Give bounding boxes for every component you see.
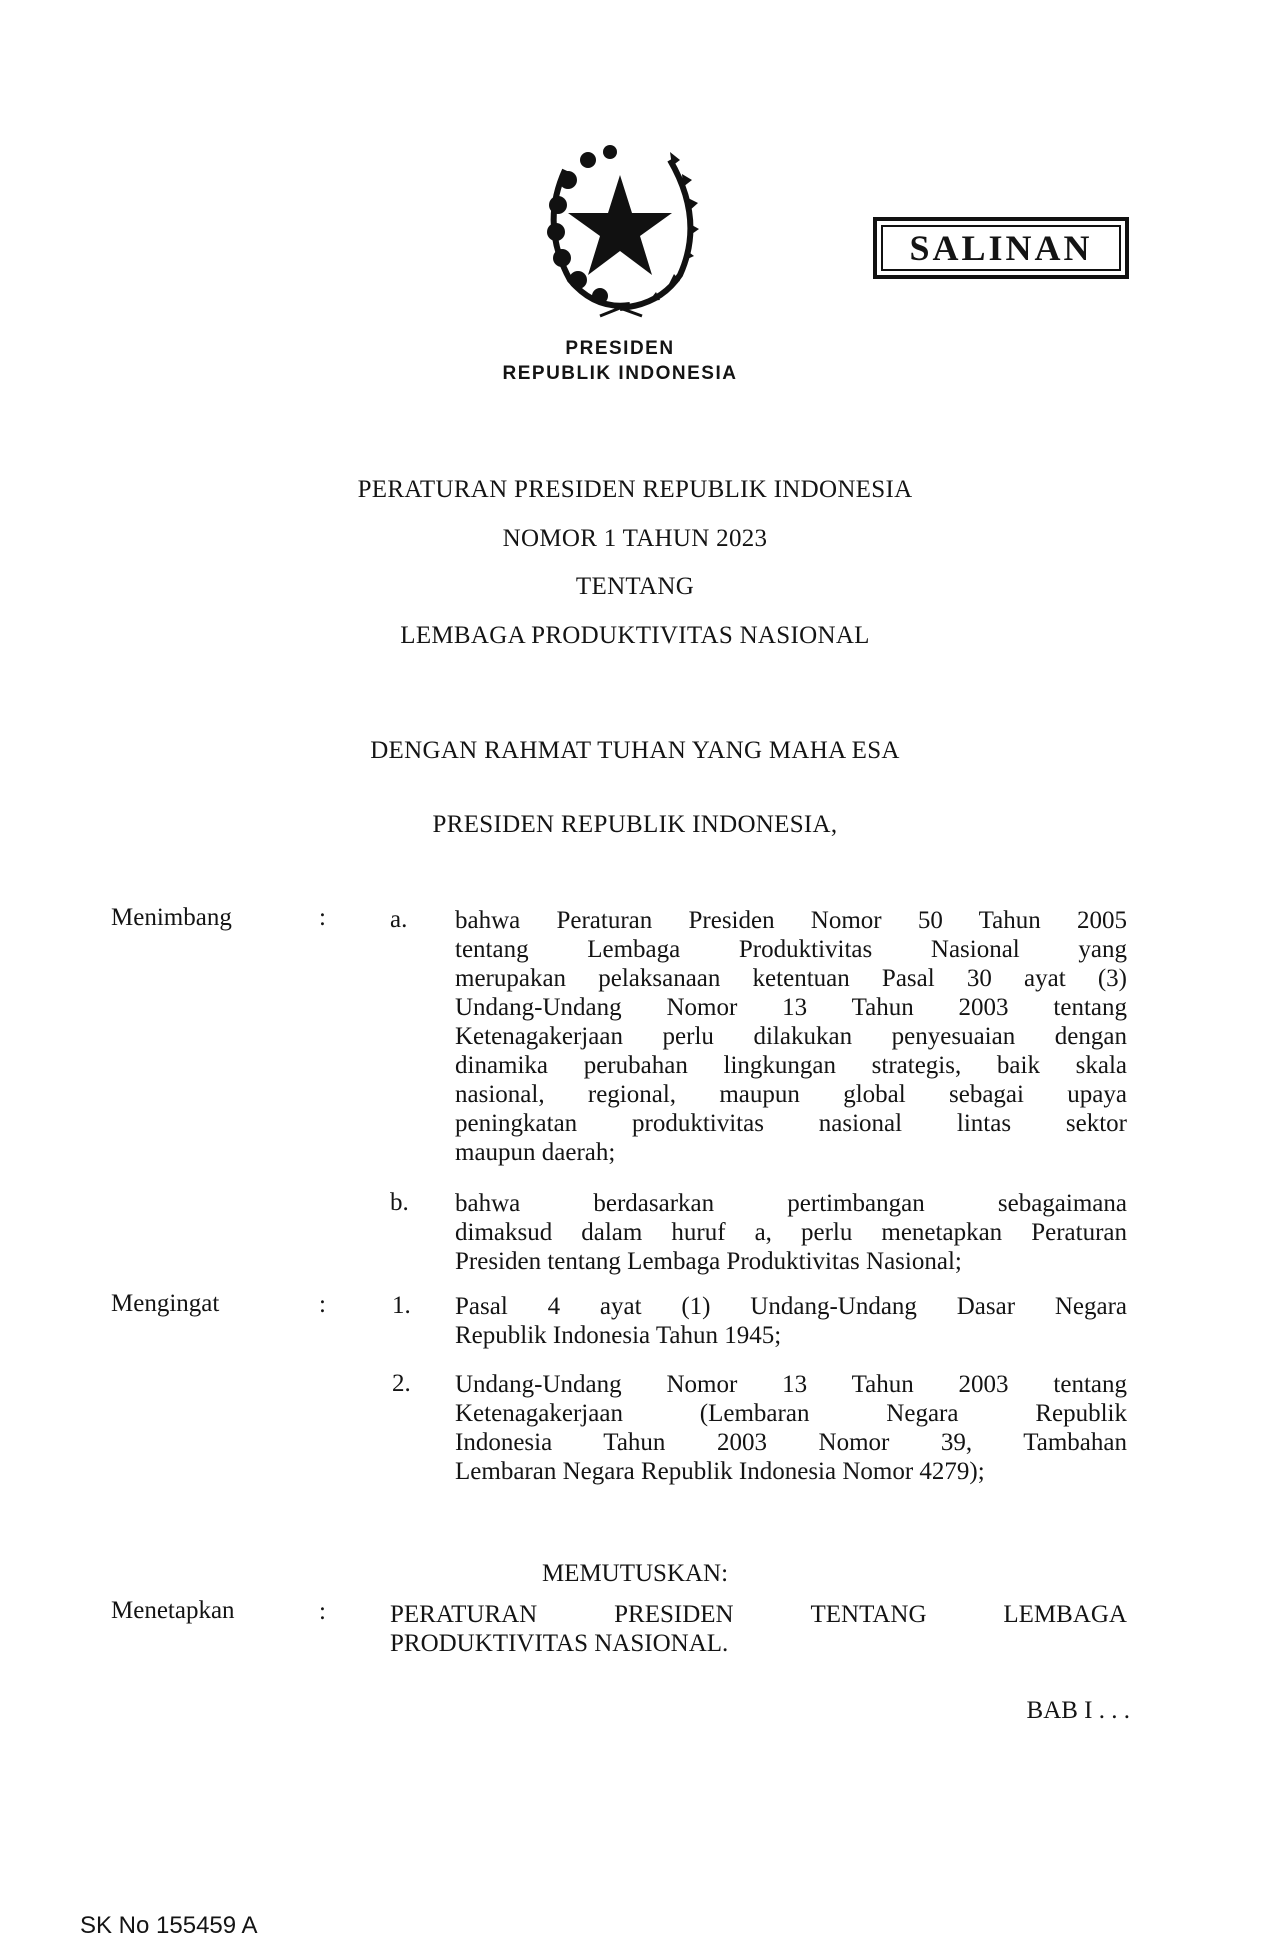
menimbang-item-a <box>455 906 1127 1167</box>
menetapkan-word: PRESIDEN <box>614 1601 734 1628</box>
menimbang-item-b <box>455 1189 1127 1276</box>
text-line: Undang-Undang Nomor 13 Tahun 2003 tentang <box>455 994 1127 1021</box>
mengingat-item-2 <box>455 1370 1127 1486</box>
garuda-emblem-icon <box>520 130 720 320</box>
preamble-line-2: PRESIDEN REPUBLIK INDONESIA, <box>432 811 838 838</box>
text-line: merupakan pelaksanaan ketentuan Pasal 30 ayat (3) <box>455 965 1127 992</box>
text-line: bahwa Peraturan Presiden Nomor 50 Tahun 2005 <box>455 907 1127 934</box>
menetapkan-line-1 <box>390 1600 1127 1629</box>
footer-sk-number: SK No 155459 A <box>80 1912 258 1939</box>
text-line: nasional, regional, maupun global sebagai upaya <box>455 1081 1127 1108</box>
text-line: Ketenagakerjaan (Lembaran Negara Republik <box>455 1400 1127 1427</box>
text-line: Lembaran Negara Republik Indonesia Nomor 4279); <box>455 1458 985 1485</box>
title-line-1: PERATURAN PRESIDEN REPUBLIK INDONESIA <box>357 476 913 503</box>
salinan-stamp <box>873 217 1129 279</box>
text-line: Undang-Undang Nomor 13 Tahun 2003 tentang <box>455 1371 1127 1398</box>
title-line-3: TENTANG <box>575 573 695 600</box>
text-line: maupun daerah; <box>455 1139 616 1166</box>
text-line: Pasal 4 ayat (1) Undang-Undang Dasar Negara <box>455 1293 1127 1320</box>
text-line: tentang Lembaga Produktivitas Nasional yang <box>455 936 1127 963</box>
institution-line-2: REPUBLIK INDONESIA <box>502 363 738 384</box>
menimbang-marker-b: b. <box>390 1189 409 1216</box>
title-line-2: NOMOR 1 TAHUN 2023 <box>502 525 768 552</box>
text-line: Indonesia Tahun 2003 Nomor 39, Tambahan <box>455 1429 1127 1456</box>
text-line: peningkatan produktivitas nasional lintas sektor <box>455 1110 1127 1137</box>
menimbang-colon: : <box>319 904 326 931</box>
text-line: Republik Indonesia Tahun 1945; <box>455 1322 782 1349</box>
menetapkan-colon: : <box>319 1598 326 1625</box>
menetapkan-label: Menetapkan <box>111 1597 235 1624</box>
menimbang-label: Menimbang <box>111 904 232 931</box>
text-line: Presiden tentang Lembaga Produktivitas Nasional; <box>455 1248 962 1275</box>
mengingat-marker-1: 1. <box>392 1292 411 1319</box>
mengingat-colon: : <box>319 1291 326 1318</box>
title-line-4: LEMBAGA PRODUKTIVITAS NASIONAL <box>400 622 870 649</box>
menetapkan-word: TENTANG <box>810 1601 927 1628</box>
institution-line-1: PRESIDEN <box>565 338 675 359</box>
text-line: dimaksud dalam huruf a, perlu menetapkan Peraturan <box>455 1219 1127 1246</box>
menetapkan-text <box>390 1600 1127 1658</box>
menetapkan-word: LEMBAGA <box>1003 1601 1127 1628</box>
salinan-text: SALINAN <box>909 228 1093 268</box>
text-line: Ketenagakerjaan perlu dilakukan penyesuaian dengan <box>455 1023 1127 1050</box>
next-page-reference: BAB I . . . <box>1026 1697 1130 1724</box>
mengingat-marker-2: 2. <box>392 1370 411 1397</box>
menetapkan-line-2: PRODUKTIVITAS NASIONAL. <box>390 1630 729 1657</box>
menimbang-marker-a: a. <box>390 906 408 933</box>
memutuskan-heading: MEMUTUSKAN: <box>541 1560 729 1587</box>
mengingat-label: Mengingat <box>111 1290 220 1317</box>
mengingat-item-1 <box>455 1292 1127 1350</box>
text-line: dinamika perubahan lingkungan strategis, baik skala <box>455 1052 1127 1079</box>
menetapkan-word: PERATURAN <box>390 1601 538 1628</box>
text-line: bahwa berdasarkan pertimbangan sebagaimana <box>455 1190 1127 1217</box>
preamble-line-1: DENGAN RAHMAT TUHAN YANG MAHA ESA <box>370 737 900 764</box>
